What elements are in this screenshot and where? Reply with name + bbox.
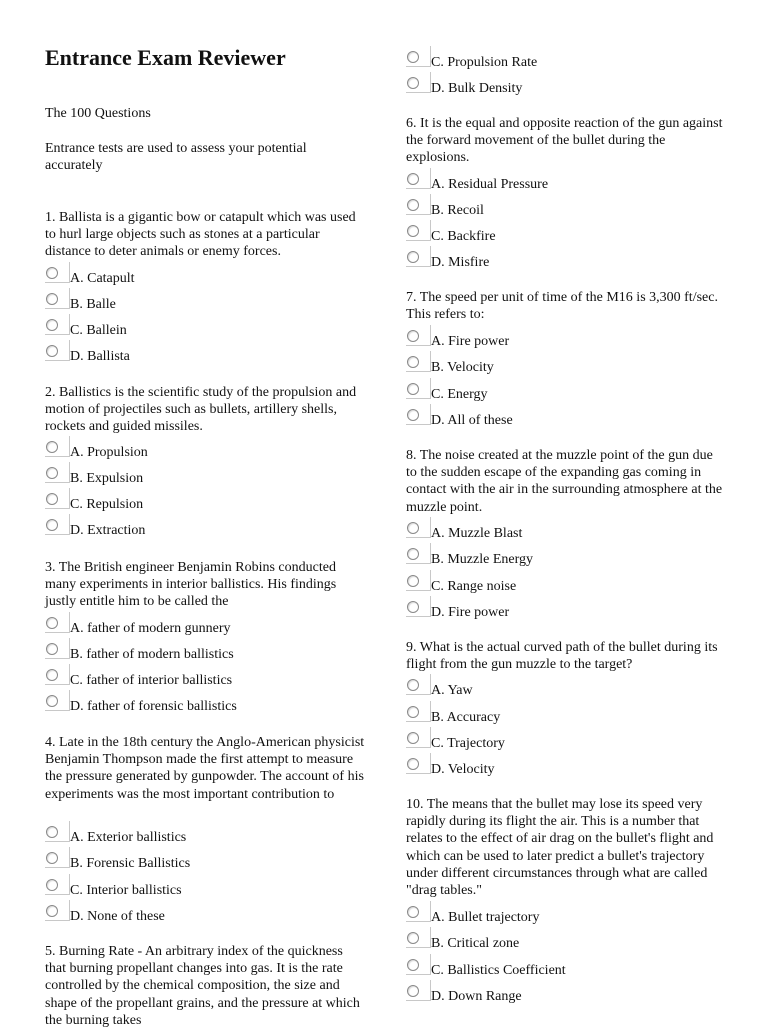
question-1-option-a[interactable]: A. Catapult [45,268,365,294]
radio-button[interactable] [46,617,58,629]
question-10-option-a[interactable]: A. Bullet trajectory [406,907,724,933]
question-1-option-b[interactable]: B. Balle [45,294,365,320]
question-7-option-d[interactable]: D. All of these [406,410,724,436]
question-8-option-c[interactable]: C. Range noise [406,576,724,602]
question-10-option-d[interactable]: D. Down Range [406,986,724,1012]
page-title: Entrance Exam Reviewer [45,45,286,70]
question-8-option-a[interactable]: A. Muzzle Blast [406,523,724,549]
radio-button[interactable] [407,906,419,918]
question-7-option-a[interactable]: A. Fire power [406,331,724,357]
question-4-option-d[interactable]: D. None of these [45,906,365,932]
question-3-text: 3. The British engineer Benjamin Robins conducted many experiments in interior ballistics. His findings justly entitle him to be called the [45,560,337,610]
question-3-option-d[interactable]: D. father of forensic ballistics [45,696,365,722]
radio-button[interactable] [46,345,58,357]
radio-button[interactable] [407,548,419,560]
radio-button[interactable] [407,77,419,89]
question-6-option-a[interactable]: A. Residual Pressure [406,174,724,200]
radio-button[interactable] [407,225,419,237]
question-9-option-d[interactable]: D. Velocity [406,759,724,785]
question-7-option-c[interactable]: C. Energy [406,384,724,410]
question-9-option-c[interactable]: C. Trajectory [406,733,724,759]
radio-button[interactable] [407,959,419,971]
radio-button[interactable] [407,173,419,185]
radio-button[interactable] [46,826,58,838]
question-9-option-a[interactable]: A. Yaw [406,680,724,706]
question-2-option-b[interactable]: B. Expulsion [45,468,365,494]
radio-button[interactable] [407,601,419,613]
radio-button[interactable] [407,409,419,421]
radio-button[interactable] [46,441,58,453]
question-7-text: 7. The speed per unit of time of the M16 is 3,300 ft/sec. This refers to: [406,290,718,323]
radio-button[interactable] [46,852,58,864]
question-1-option-c[interactable]: C. Ballein [45,320,365,346]
radio-button[interactable] [46,293,58,305]
question-2-option-d[interactable]: D. Extraction [45,520,365,546]
radio-button[interactable] [46,905,58,917]
radio-button[interactable] [46,493,58,505]
radio-button[interactable] [407,679,419,691]
radio-button[interactable] [46,669,58,681]
question-4-text: 4. Late in the 18th century the Anglo-American physicist Benjamin Thompson made the first attempt to measure the pressure generated by gunpowder. The account of his experiments was the most important contribution to [45,735,365,802]
question-2-option-a[interactable]: A. Propulsion [45,442,365,468]
radio-button[interactable] [407,932,419,944]
question-4-option-c[interactable]: C. Interior ballistics [45,880,365,906]
question-10-option-b[interactable]: B. Critical zone [406,933,724,959]
question-4-option-b[interactable]: B. Forensic Ballistics [45,853,365,879]
question-5-option-d[interactable]: D. Bulk Density [406,78,724,104]
question-8-text: 8. The noise created at the muzzle point of the gun due to the sudden escape of the expanding gas coming in contact with the air in the surrounding atmosphere at the muzzle point. [406,448,723,515]
question-2-text: 2. Ballistics is the scientific study of the propulsion and motion of projectiles such as bullets, artillery shells, rockets and guided missiles. [45,385,357,435]
question-5-text: 5. Burning Rate - An arbitrary index of the quickness that burning propellant changes into gas. It is the rate controlled by the chemical composition, the size and shape of the propellant grains, and the pressure at which the burning takes [45,944,360,1028]
question-6-text: 6. It is the equal and opposite reaction of the gun against the forward movement of the bullet during the explosions. [406,116,723,166]
radio-button[interactable] [46,695,58,707]
radio-button[interactable] [46,319,58,331]
radio-button[interactable] [46,519,58,531]
question-8-option-d[interactable]: D. Fire power [406,602,724,628]
question-3-option-b[interactable]: B. father of modern ballistics [45,644,365,670]
question-9-option-b[interactable]: B. Accuracy [406,707,724,733]
question-6-option-c[interactable]: C. Backfire [406,226,724,252]
question-10-text: 10. The means that the bullet may lose its speed very rapidly during its flight the air. This is a number that relates to the effect of air drag on the bullet's flight and which can be used to later predict a bullet's trajectory under different circumstances through what are called "drag tables." [406,797,714,899]
radio-button[interactable] [407,758,419,770]
radio-button[interactable] [407,706,419,718]
subtitle: The 100 Questions [45,106,151,121]
radio-button[interactable] [407,330,419,342]
radio-button[interactable] [407,251,419,263]
question-1-text: 1. Ballista is a gigantic bow or catapult which was used to hurl large objects such as stones at a particular distance to deter animals or enemy forces. [45,210,356,260]
intro-text: Entrance tests are used to assess your potential accurately [45,141,307,174]
question-4-option-a[interactable]: A. Exterior ballistics [45,827,365,853]
radio-button[interactable] [407,199,419,211]
question-8-option-b[interactable]: B. Muzzle Energy [406,549,724,575]
radio-button[interactable] [46,879,58,891]
question-6-option-b[interactable]: B. Recoil [406,200,724,226]
radio-button[interactable] [46,267,58,279]
radio-button[interactable] [407,522,419,534]
radio-button[interactable] [407,51,419,63]
radio-button[interactable] [46,467,58,479]
question-5-option-c[interactable]: C. Propulsion Rate [406,52,724,78]
question-3-option-c[interactable]: C. father of interior ballistics [45,670,365,696]
question-6-option-d[interactable]: D. Misfire [406,252,724,278]
radio-button[interactable] [407,732,419,744]
radio-button[interactable] [407,575,419,587]
question-1-option-d[interactable]: D. Ballista [45,346,365,372]
radio-button[interactable] [407,985,419,997]
question-2-option-c[interactable]: C. Repulsion [45,494,365,520]
question-9-text: 9. What is the actual curved path of the bullet during its flight from the gun muzzle to the target? [406,640,718,673]
radio-button[interactable] [407,383,419,395]
question-3-option-a[interactable]: A. father of modern gunnery [45,618,365,644]
radio-button[interactable] [46,643,58,655]
question-10-option-c[interactable]: C. Ballistics Coefficient [406,960,724,986]
question-7-option-b[interactable]: B. Velocity [406,357,724,383]
radio-button[interactable] [407,356,419,368]
